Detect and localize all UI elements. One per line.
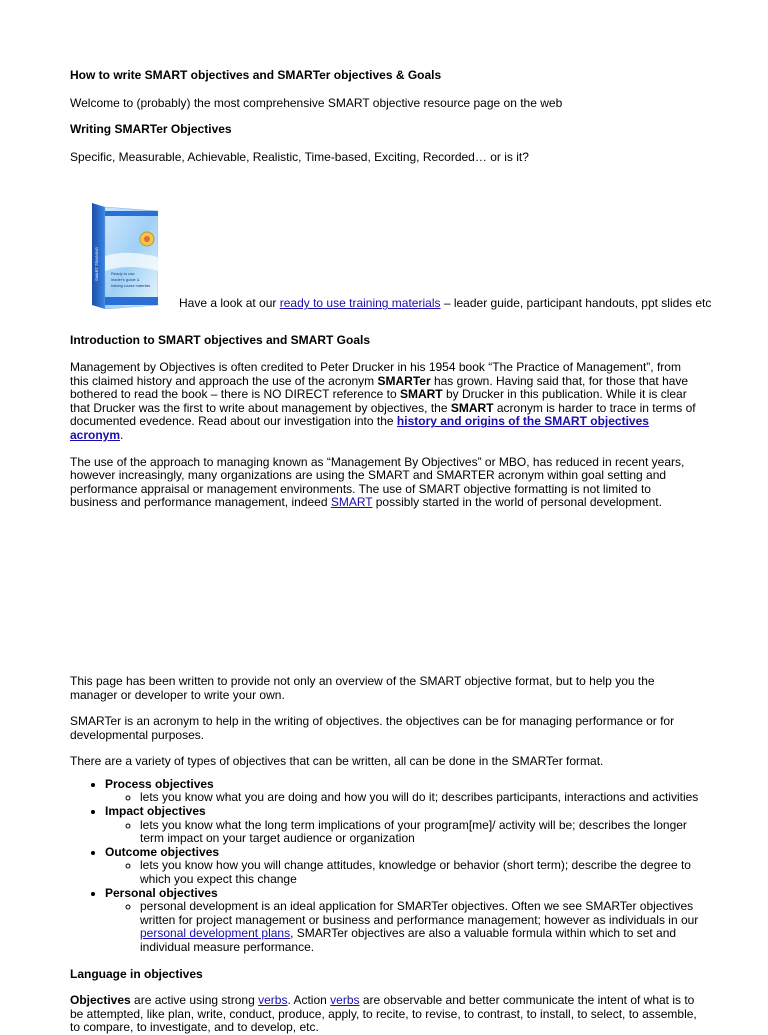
intro-bold-smart-2: SMART <box>450 400 494 415</box>
materials-prefix: Have a look at our <box>179 296 280 311</box>
language-text-3: are observable and better communicate the intent of what is to be attempted, like plan, write, conduct, produce, apply, to recite, to revise, to contrast, to install, to select, to assemble, to compare, to investigate, and to develop, etc. <box>70 993 697 1035</box>
objective-type-name: Process objectives <box>105 776 214 791</box>
objective-type-desc: ◦ lets you know what the long term implications of your program[me]/ activity will be; describes the longer term impact on your target audience or organization <box>140 819 700 846</box>
list-item-process <box>105 778 700 805</box>
objective-type-desc: ◦ lets you know what you are doing and how you will do it; describes participants, interactions and activities <box>140 791 700 805</box>
book-cover-line-1: Ready to use <box>111 271 135 277</box>
list-item-outcome <box>105 846 700 887</box>
training-materials-caption <box>179 297 711 311</box>
intro-paragraph <box>70 361 700 443</box>
intro-text-3: by Drucker in this publication. While it is clear that Drucker was the first to write about management by objectives, the <box>70 387 687 415</box>
objective-type-desc: ◦ lets you know how you will change attitudes, knowledge or behavior (short term); describe the degree to which you expect this change <box>140 859 700 886</box>
personal-text-2: , SMARTer objectives are also a valuable formula within which to set and individual measure performance. <box>140 926 677 954</box>
language-text-1: are active using strong <box>130 993 259 1008</box>
objective-type-name: Impact objectives <box>105 804 206 819</box>
objective-sublist <box>105 791 700 805</box>
document-body <box>70 68 712 1035</box>
language-text-2: . Action <box>287 993 331 1008</box>
heading-writing-smarter: Writing SMARTer Objectives <box>70 122 232 137</box>
welcome-text: Welcome to (probably) the most comprehensive SMART objective resource page on the web <box>70 95 563 110</box>
objective-sublist <box>105 819 700 846</box>
intro-text-2: has grown. Having said that, for those that have bothered to read the book – there is NO DIRECT reference to <box>70 373 689 402</box>
heading-language: Language in objectives <box>70 966 203 981</box>
page-title: How to write SMART objectives and SMARTer objectives & Goals <box>70 68 442 82</box>
language-bold-objectives: Objectives <box>70 993 131 1008</box>
objective-type-name: Personal objectives <box>105 885 218 900</box>
list-item-personal <box>105 887 700 955</box>
materials-suffix: – leader guide, participant handouts, ppt slides etc <box>440 296 712 311</box>
acronym-paragraph: SMARTer is an acronym to help in the writing of objectives. the objectives can be for managing performance or for developmental purposes. <box>70 714 675 742</box>
objective-type-desc <box>140 900 700 954</box>
personal-text-1: personal development is an ideal application for SMARTer objectives. Often we see SMARTer objectives written for project management or business and performance management; however as individuals in our <box>140 899 699 927</box>
objective-sublist <box>105 859 700 886</box>
variety-paragraph: There are a variety of types of objectives that can be written, all can be done in the SMARTer format. <box>70 754 604 769</box>
intro-bold-smart-1: SMART <box>399 387 443 402</box>
history-origins-link[interactable]: history and origins of the SMART objectives acronym <box>70 414 649 442</box>
objective-sublist <box>105 900 700 954</box>
intro-text-5: . <box>120 427 124 442</box>
book-spine-text: SMART TRAINING <box>94 247 99 282</box>
personal-development-plans-link[interactable]: personal development plans <box>140 926 291 941</box>
mbo-paragraph <box>70 456 700 510</box>
language-paragraph <box>70 994 700 1035</box>
smart-link[interactable]: SMART <box>330 495 373 510</box>
objective-types-list <box>70 778 700 955</box>
mbo-text-1: The use of the approach to managing known as “Management By Objectives” or MBO, has reduced in recent years, however increasingly, many organizations are using the SMART and SMARTER acronym within goal setting and performance appraisal or management environments. The use of SMART objective formatting is not limited to business and performance management, indeed <box>70 454 685 510</box>
verbs-link-2[interactable]: verbs <box>330 993 360 1008</box>
mbo-text-2: possibly started in the world of personal development. <box>372 495 662 510</box>
list-item-impact <box>105 805 700 846</box>
objective-type-name: Outcome objectives <box>105 844 220 859</box>
training-book-image[interactable] <box>92 201 158 309</box>
intro-text-1: Management by Objectives is often credited to Peter Drucker in his 1954 book “The Practice of Management”, from this claimed history and approach the use of the acronym <box>70 359 681 388</box>
written-paragraph: This page has been written to provide not only an overview of the SMART objective format, but to help you the manager or developer to write your own. <box>70 673 655 702</box>
intro-text-4: acronym is harder to trace in terms of documented evedence. Read about our investigation into the <box>70 400 696 429</box>
book-cover-line-3: training course materials <box>111 284 151 289</box>
acronym-line: Specific, Measurable, Achievable, Realistic, Time-based, Exciting, Recorded… or is it? <box>70 149 529 164</box>
book-cover-line-2: leader's guide & <box>111 277 140 283</box>
verbs-link-1[interactable]: verbs <box>258 993 288 1008</box>
heading-introduction: Introduction to SMART objectives and SMART Goals <box>70 333 371 348</box>
intro-bold-smarter: SMARTer <box>377 373 431 388</box>
training-materials-link[interactable]: ready to use training materials <box>279 296 441 311</box>
training-materials-row <box>70 164 712 334</box>
blank-area <box>70 510 700 675</box>
